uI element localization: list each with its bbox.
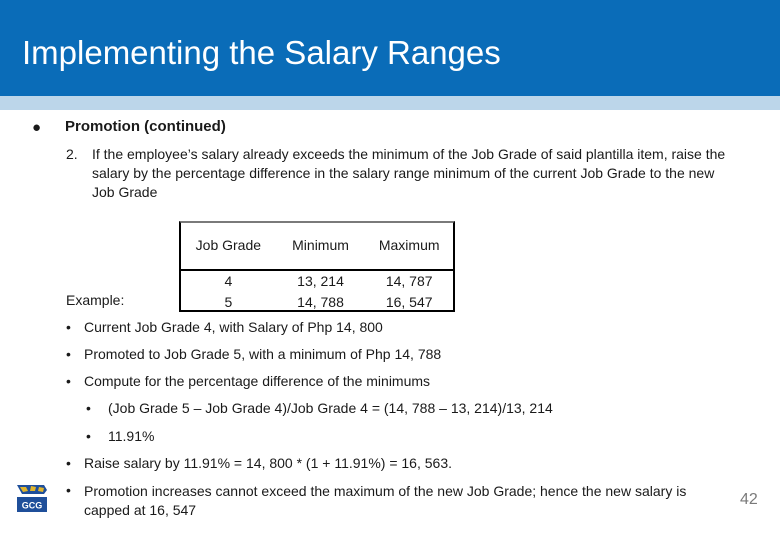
page-number: 42: [740, 491, 758, 508]
cell-minimum: 14, 788: [297, 293, 344, 310]
slide-title: Implementing the Salary Ranges: [22, 34, 501, 71]
table-header-row: [179, 221, 455, 270]
bullet-icon: •: [66, 346, 71, 362]
numbered-item: [66, 145, 726, 202]
cell-minimum: 13, 214: [297, 273, 344, 290]
bullet-dot-icon: ●: [32, 119, 42, 136]
list-item-text: Current Job Grade 4, with Salary of Php 14, 800: [84, 319, 383, 335]
item-text: If the employee’s salary already exceeds the minimum of the Job Grade of said plantilla item, raise the salary by the percentage difference in the salary range minimum of the current Job Grade to the new Job Grade: [92, 146, 726, 200]
bullet-icon: •: [66, 482, 71, 498]
table-row: [179, 270, 455, 292]
header-job-grade: Job Grade: [195, 237, 262, 253]
list-item-text: Raise salary by 11.91% = 14, 800 * (1 + 11.91%) = 16, 563.: [84, 455, 452, 471]
example-label: Example:: [66, 292, 125, 308]
header-maximum: Maximum: [378, 237, 440, 253]
list-item-text: Compute for the percentage difference of the minimums: [84, 373, 431, 389]
main-bullet-text: Promotion (continued): [65, 118, 226, 135]
gcg-logo: [14, 480, 50, 516]
bullet-icon: •: [66, 373, 71, 389]
sub-list-item-text: 11.91%: [108, 428, 155, 444]
bullet-icon: •: [66, 455, 71, 471]
bullet-icon: •: [66, 319, 71, 335]
cell-maximum: 16, 547: [385, 293, 433, 310]
list-item-text: Promoted to Job Grade 5, with a minimum of Php 14, 788: [84, 346, 442, 362]
svg-text:GCG: GCG: [21, 500, 43, 511]
cell-grade: 5: [224, 293, 233, 310]
bullet-icon: •: [86, 428, 91, 444]
title-underline-strip: [0, 96, 780, 110]
bullet-icon: •: [86, 400, 91, 416]
item-number: 2.: [66, 146, 78, 162]
cell-grade: 4: [224, 273, 233, 290]
table-row: [179, 292, 455, 312]
cell-maximum: 14, 787: [385, 273, 433, 290]
sub-list-item-text: (Job Grade 5 – Job Grade 4)/Job Grade 4 = (14, 788 – 13, 214)/13, 214: [108, 400, 553, 416]
salary-table: [179, 221, 455, 312]
list-item-text: Promotion increases cannot exceed the maximum of the new Job Grade; hence the new salary is capped at 16, 547: [84, 483, 687, 518]
header-minimum: Minimum: [292, 237, 349, 253]
